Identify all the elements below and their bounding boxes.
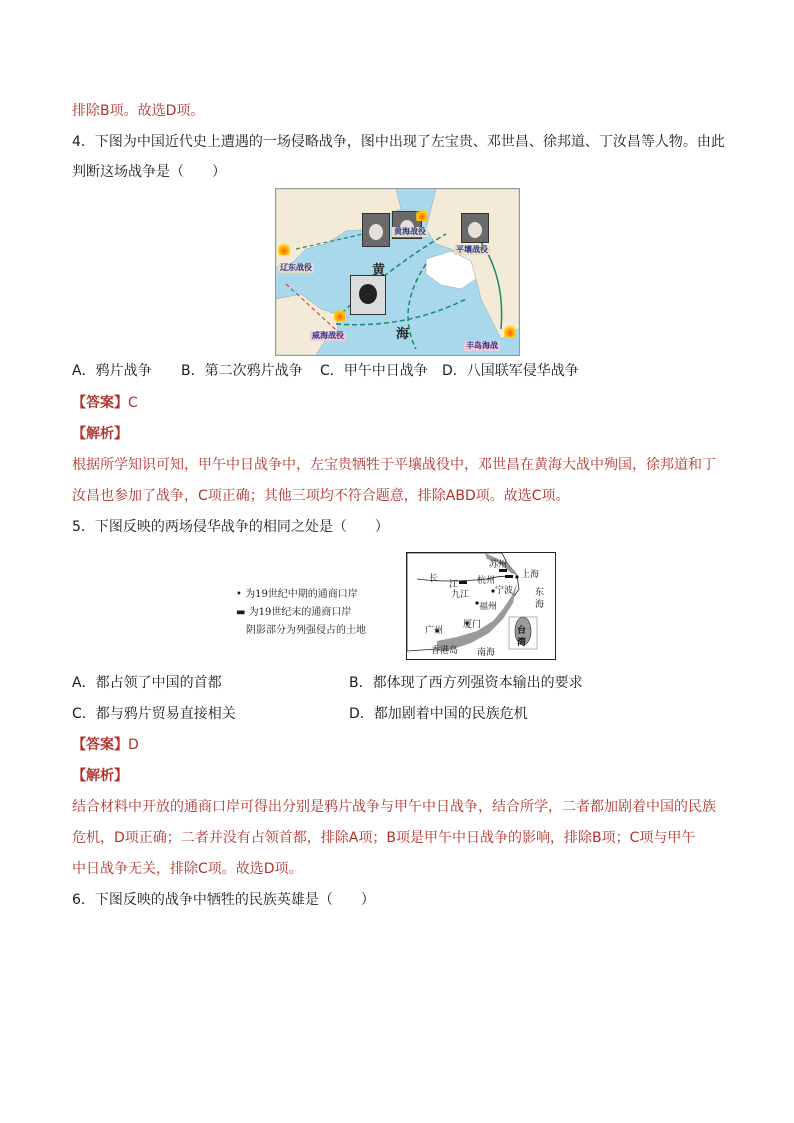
q5-answer bbox=[72, 736, 139, 754]
map-label-liaodong: 辽东战役 bbox=[280, 263, 312, 272]
q4-analysis-line1: 根据所学知识可知，甲午中日战争中，左宝贵牺牲于平壤战役中，邓世昌在黄海大战中殉国，徐邦道和丁 bbox=[72, 457, 716, 473]
city-hangzhou: 杭州 bbox=[477, 576, 496, 586]
map-label-fengdao: 丰岛海战 bbox=[466, 341, 498, 350]
city-guangzhou: 广州 bbox=[425, 626, 444, 636]
q5-option-d: D．都加剧着中国的民族危机 bbox=[349, 706, 528, 722]
portrait-3 bbox=[461, 213, 489, 243]
label-hai: 海 bbox=[535, 600, 545, 610]
q6-stem: 6．下图反映的战争中牺牲的民族英雄是（ ） bbox=[72, 892, 375, 908]
q5-stem: 5．下图反映的两场侵华战争的相同之处是（ ） bbox=[72, 519, 389, 535]
map-sea-label-2: 海 bbox=[396, 327, 410, 342]
label-wan: 湾 bbox=[517, 638, 527, 648]
answer-tag: 【答案】 bbox=[72, 737, 128, 753]
map-label-pingrang: 平壤战役 bbox=[456, 245, 488, 254]
q4-war-map bbox=[275, 188, 520, 356]
map-label-weihai: 威海战役 bbox=[312, 331, 344, 340]
q4-option-b: B．第二次鸦片战争 bbox=[181, 363, 303, 379]
q4-stem-line1: 4．下图为中国近代史上遭遇的一场侵略战争，图中出现了左宝贵、邓世昌、徐邦道、丁汝昌等人物。由此 bbox=[72, 134, 725, 150]
answer-value: D bbox=[128, 737, 139, 753]
q5-option-b: B．都体现了西方列强资本输出的要求 bbox=[349, 675, 583, 691]
q5-analysis-tag: 【解析】 bbox=[72, 768, 128, 784]
answer-value: C bbox=[128, 395, 138, 411]
label-jiang: 江 bbox=[449, 580, 459, 590]
label-tai: 台 bbox=[517, 626, 527, 636]
q5-legend-2: ▬ 为19世纪末的通商口岸 bbox=[236, 607, 352, 618]
q4-stem-line2: 判断这场战争是（ ） bbox=[72, 164, 226, 180]
q5-legend-3: 阴影部分为列强侵占的土地 bbox=[246, 625, 366, 636]
battle-fire-icon bbox=[504, 323, 516, 337]
q4-option-d: D．八国联军侵华战争 bbox=[442, 363, 579, 379]
q3-tail-text: 排除B项。故选D项。 bbox=[72, 103, 205, 119]
city-shanghai: 上海 bbox=[521, 570, 540, 580]
q5-option-a: A．都占领了中国的首都 bbox=[72, 675, 222, 691]
q5-ports-map bbox=[406, 552, 556, 660]
city-hongkong: 香港岛 bbox=[431, 646, 459, 656]
map-sea-label-1: 黄 bbox=[372, 263, 386, 278]
q5-analysis-line2: 危机，D项正确；二者并没有占领首都，排除A项；B项是甲午中日战争的影响，排除B项；C项与甲午 bbox=[72, 830, 696, 846]
q5-analysis-line1: 结合材料中开放的通商口岸可得出分别是鸦片战争与甲午中日战争，结合所学，二者都加剧着中国的民族 bbox=[72, 799, 716, 815]
portrait-4 bbox=[350, 275, 386, 315]
label-dong: 东 bbox=[535, 588, 545, 598]
battle-fire-icon bbox=[334, 307, 346, 321]
city-jiujiang: 九江 bbox=[451, 590, 470, 600]
battle-fire-icon bbox=[278, 241, 290, 255]
q5-legend-1: • 为19世纪中期的通商口岸 bbox=[236, 589, 358, 600]
q4-option-a: A．鸦片战争 bbox=[72, 363, 152, 379]
portrait-1 bbox=[362, 213, 390, 247]
q4-analysis-line2: 汝昌也参加了战争，C项正确；其他三项均不符合题意，排除ABD项。故选C项。 bbox=[72, 488, 570, 504]
city-suzhou: 苏州 bbox=[489, 560, 508, 570]
q5-analysis-line3: 中日战争无关，排除C项。故选D项。 bbox=[72, 861, 303, 877]
q4-answer bbox=[72, 394, 138, 412]
battle-fire-icon bbox=[416, 207, 428, 221]
label-nanhai: 南海 bbox=[477, 648, 496, 658]
city-fuzhou: 福州 bbox=[479, 602, 498, 612]
q4-option-c: C．甲午中日战争 bbox=[320, 363, 428, 379]
map-label-huanghai: 黄海战役 bbox=[394, 227, 426, 236]
answer-tag: 【答案】 bbox=[72, 395, 128, 411]
city-xiamen: 厦门 bbox=[463, 620, 482, 630]
city-ningbo: 宁波 bbox=[495, 586, 514, 596]
label-chang: 长 bbox=[429, 574, 439, 584]
q4-analysis-tag: 【解析】 bbox=[72, 426, 128, 442]
q5-option-c: C．都与鸦片贸易直接相关 bbox=[72, 706, 236, 722]
